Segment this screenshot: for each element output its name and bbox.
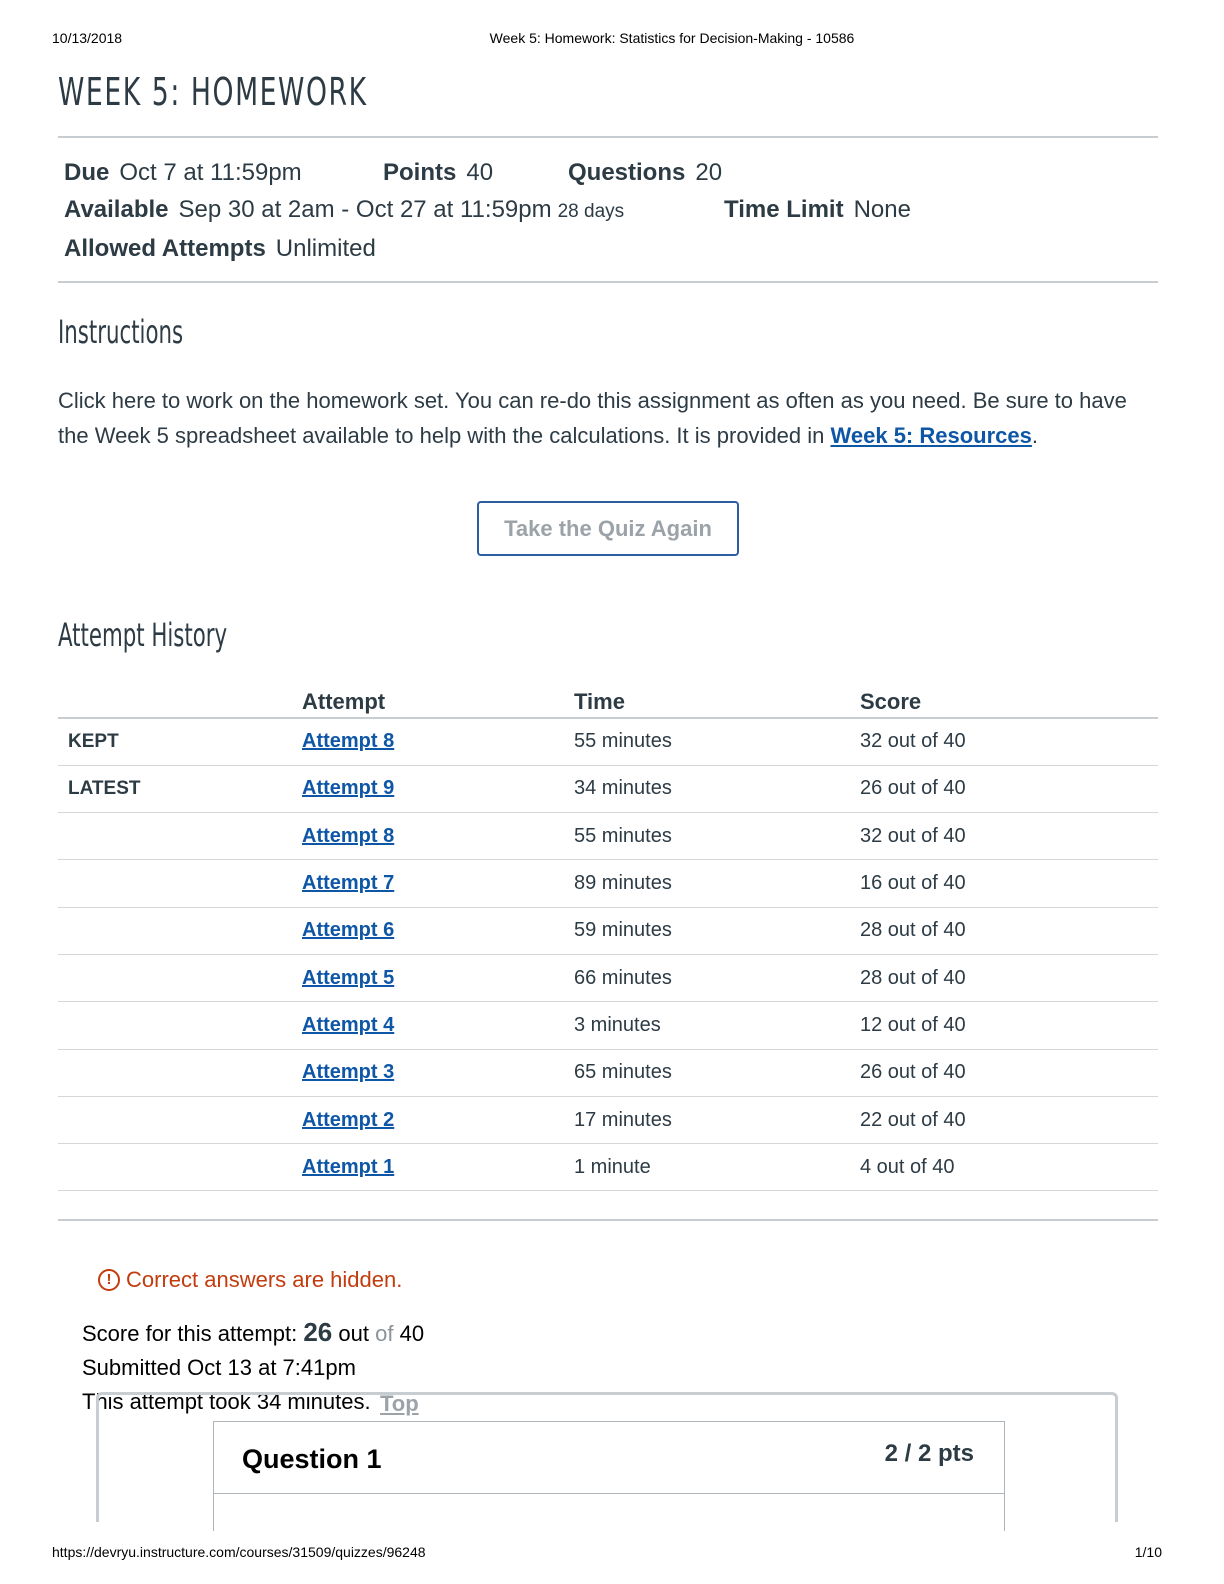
attempt-link[interactable]: Attempt 7 <box>302 872 395 895</box>
quiz-details <box>58 138 1158 281</box>
attempt-column-header: Attempt <box>302 678 574 718</box>
attempt-link[interactable]: Attempt 4 <box>302 1013 395 1036</box>
attempt-score-line <box>82 1315 1158 1351</box>
attempt-time: 17 minutes <box>574 1096 860 1143</box>
table-row <box>58 718 1158 765</box>
print-header <box>52 30 1162 50</box>
submitted-line: Submitted Oct 13 at 7:41pm <box>82 1355 356 1381</box>
attempt-cell <box>302 1096 574 1143</box>
question-points: 2 / 2 pts <box>884 1440 974 1467</box>
attempt-history-table <box>58 678 1158 1191</box>
instructions-body: Click here to work on the homework set. You can re-do this assignment as often as you need. Be sure to have the Week 5 spreadsheet available to help with the calculations. It is provided in <box>58 388 1127 448</box>
divider <box>58 1191 1158 1221</box>
attempt-time: 89 minutes <box>574 860 860 907</box>
attempt-time: 65 minutes <box>574 1049 860 1096</box>
print-date: 10/13/2018 <box>52 30 123 46</box>
tag-column-header <box>58 678 302 718</box>
attempt-cell <box>302 718 574 765</box>
resources-link[interactable]: Week 5: Resources <box>830 423 1032 448</box>
warning-icon: ! <box>98 1269 120 1291</box>
instructions-trailing: . <box>1031 423 1039 448</box>
due-detail <box>64 154 383 191</box>
score-value: 26 <box>303 1317 333 1348</box>
attempts-label: Allowed Attempts <box>64 235 266 262</box>
available-label: Available <box>64 196 169 223</box>
attempt-cell <box>302 1002 574 1049</box>
attempt-score: 28 out of 40 <box>860 907 1158 954</box>
attempt-status-tag <box>58 813 302 860</box>
table-row <box>58 765 1158 812</box>
questions-label: Questions <box>568 159 686 186</box>
score-of: of <box>375 1321 394 1347</box>
attempt-link[interactable]: Attempt 8 <box>302 730 395 753</box>
attempt-link[interactable]: Attempt 2 <box>302 1108 395 1131</box>
table-row <box>58 1049 1158 1096</box>
attempt-link[interactable]: Attempt 6 <box>302 919 395 942</box>
details-row-1 <box>64 154 1152 191</box>
duration-line: This attempt took 34 minutes. <box>82 1389 371 1415</box>
attempt-cell <box>302 954 574 1001</box>
table-row <box>58 1096 1158 1143</box>
top-link[interactable]: Top <box>380 1391 419 1417</box>
attempt-link[interactable]: Attempt 9 <box>302 777 395 800</box>
available-days: 28 days <box>557 201 625 222</box>
attempt-time: 55 minutes <box>574 813 860 860</box>
attempt-history-heading: Attempt History <box>58 616 228 654</box>
questions-container <box>96 1392 1118 1522</box>
points-detail <box>383 154 568 191</box>
take-quiz-again-button[interactable]: Take the Quiz Again <box>477 501 739 556</box>
table-row <box>58 1002 1158 1049</box>
score-column-header: Score <box>860 678 1158 718</box>
question-card <box>213 1421 1005 1531</box>
attempt-time: 59 minutes <box>574 907 860 954</box>
attempt-score: 22 out of 40 <box>860 1096 1158 1143</box>
score-prefix: Score for this attempt: <box>82 1321 298 1347</box>
time-limit-label: Time Limit <box>724 196 844 223</box>
attempt-status-tag <box>58 1002 302 1049</box>
attempt-cell <box>302 813 574 860</box>
print-page-number: 1/10 <box>1134 1544 1162 1560</box>
score-out: out <box>338 1321 369 1347</box>
attempt-score: 12 out of 40 <box>860 1002 1158 1049</box>
question-name: Question 1 <box>242 1444 382 1474</box>
attempt-time: 1 minute <box>574 1144 860 1191</box>
available-detail <box>64 191 724 230</box>
table-row <box>58 954 1158 1001</box>
quiz-button-wrap <box>58 501 1158 556</box>
attempt-score: 26 out of 40 <box>860 765 1158 812</box>
attempt-score: 26 out of 40 <box>860 1049 1158 1096</box>
table-row <box>58 907 1158 954</box>
table-row <box>58 813 1158 860</box>
points-value: 40 <box>466 159 494 186</box>
attempt-cell <box>302 1049 574 1096</box>
attempt-time: 66 minutes <box>574 954 860 1001</box>
time-limit-value: None <box>853 196 911 223</box>
table-row <box>58 860 1158 907</box>
attempt-history-body <box>58 718 1158 1191</box>
attempt-score: 32 out of 40 <box>860 813 1158 860</box>
due-value: Oct 7 at 11:59pm <box>119 159 302 186</box>
print-footer <box>52 1544 1162 1564</box>
print-doc-title: Week 5: Homework: Statistics for Decision-Making - 10586 <box>489 30 855 46</box>
attempt-cell <box>302 765 574 812</box>
main-content <box>58 62 1158 1419</box>
attempt-link[interactable]: Attempt 3 <box>302 1061 395 1084</box>
table-header-row <box>58 678 1158 718</box>
attempt-time: 34 minutes <box>574 765 860 812</box>
question-header <box>214 1422 1004 1494</box>
points-label: Points <box>383 159 457 186</box>
divider <box>58 281 1158 283</box>
attempt-cell <box>302 907 574 954</box>
attempt-status-tag <box>58 1144 302 1191</box>
attempt-link[interactable]: Attempt 8 <box>302 824 395 847</box>
attempt-status-tag <box>58 1096 302 1143</box>
attempt-score: 16 out of 40 <box>860 860 1158 907</box>
score-total: 40 <box>399 1321 425 1347</box>
attempt-link[interactable]: Attempt 5 <box>302 966 395 989</box>
attempt-score: 28 out of 40 <box>860 954 1158 1001</box>
attempt-status-tag <box>58 860 302 907</box>
details-row-3 <box>64 230 1152 267</box>
attempt-score: 32 out of 40 <box>860 718 1158 765</box>
attempt-score: 4 out of 40 <box>860 1144 1158 1191</box>
print-url: https://devryu.instructure.com/courses/31509/quizzes/96248 <box>52 1544 426 1560</box>
instructions-heading: Instructions <box>58 313 184 351</box>
questions-detail <box>568 154 722 191</box>
questions-value: 20 <box>695 159 723 186</box>
attempt-status-tag <box>58 1049 302 1096</box>
due-label: Due <box>64 159 110 186</box>
attempt-time: 3 minutes <box>574 1002 860 1049</box>
page-title: WEEK 5: HOMEWORK <box>58 70 368 114</box>
attempt-status-tag <box>58 907 302 954</box>
attempts-value: Unlimited <box>275 235 376 262</box>
instructions-text <box>58 383 1158 453</box>
details-row-2 <box>64 191 1152 230</box>
attempt-link[interactable]: Attempt 1 <box>302 1155 395 1178</box>
attempt-status-tag: KEPT <box>58 718 302 765</box>
correct-answers-hidden-note <box>98 1267 1158 1293</box>
hidden-note-text: Correct answers are hidden. <box>126 1267 403 1293</box>
attempt-status-tag: LATEST <box>58 765 302 812</box>
table-row <box>58 1144 1158 1191</box>
attempt-cell <box>302 1144 574 1191</box>
attempt-time: 55 minutes <box>574 718 860 765</box>
time-limit-detail <box>724 191 911 228</box>
available-value: Sep 30 at 2am - Oct 27 at 11:59pm <box>178 196 552 223</box>
attempt-status-tag <box>58 954 302 1001</box>
time-column-header: Time <box>574 678 860 718</box>
attempts-detail <box>64 230 376 267</box>
attempt-cell <box>302 860 574 907</box>
